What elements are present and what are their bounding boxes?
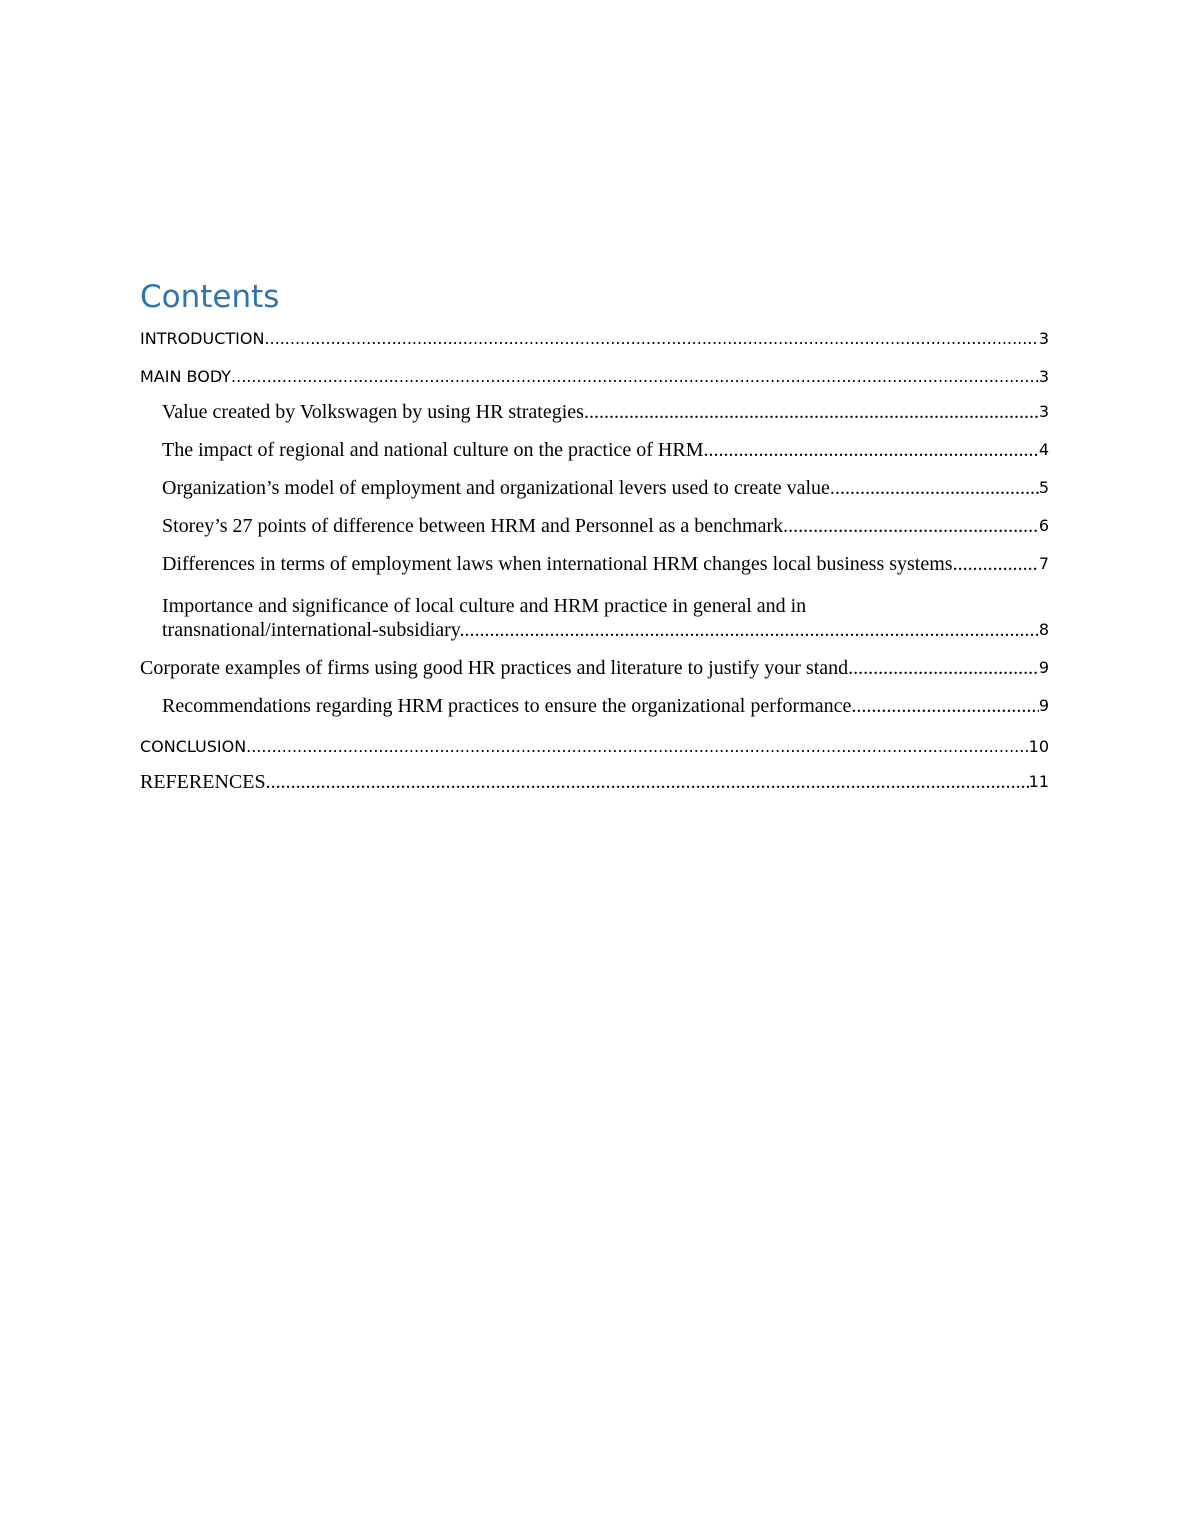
toc-leader xyxy=(851,694,1038,718)
toc-entry-label: Recommendations regarding HRM practices to ensure the organizational performance xyxy=(162,695,852,717)
toc-page-number: 9 xyxy=(1038,658,1049,677)
toc-entry-label: Differences in terms of employment laws when international HRM changes local business systems xyxy=(162,553,953,575)
toc-page-number: 5 xyxy=(1038,478,1049,497)
toc-entry-label: Corporate examples of firms using good HR practices and literature to justify your stand. xyxy=(140,657,854,679)
toc-leader xyxy=(246,738,1028,756)
toc-leader xyxy=(264,330,1038,348)
toc-entry-label: CONCLUSION xyxy=(140,737,247,756)
toc-page-number: 11 xyxy=(1028,772,1049,791)
toc-page-number: 4 xyxy=(1038,440,1049,459)
toc-leader xyxy=(835,476,1039,500)
toc-entry-last-line xyxy=(162,618,1049,642)
toc-entry-label: MAIN BODY xyxy=(140,367,232,386)
toc-entry-employment-laws[interactable] xyxy=(140,538,1049,576)
toc-leader xyxy=(584,400,1039,424)
toc-entry-regional-culture[interactable] xyxy=(140,424,1049,462)
toc-entry-references[interactable] xyxy=(140,756,1049,794)
toc-entry-label: INTRODUCTION xyxy=(140,329,265,348)
toc-page-number: 9 xyxy=(1038,696,1049,715)
toc-entry-introduction[interactable] xyxy=(140,318,1049,348)
toc-page-number: 3 xyxy=(1038,329,1049,348)
toc-leader xyxy=(853,656,1039,680)
toc-entry-main-body[interactable] xyxy=(140,348,1049,386)
toc-entry-label: Organization’s model of employment and organizational levers used to create value. xyxy=(162,477,835,499)
toc-entry-corporate-examples[interactable] xyxy=(140,642,1049,680)
toc-leader xyxy=(953,552,1039,576)
toc-entry-label: The impact of regional and national culture on the practice of HRM xyxy=(162,439,704,461)
toc-entry-wrapped-label xyxy=(162,594,1049,642)
toc-leader xyxy=(703,438,1038,462)
toc-entry-storey-points[interactable] xyxy=(140,500,1049,538)
toc-entry-label: REFERENCES xyxy=(140,771,266,793)
toc-page-number: 10 xyxy=(1028,737,1049,756)
toc-leader xyxy=(231,368,1039,386)
toc-entry-local-culture[interactable] xyxy=(140,576,1049,642)
toc-page-number: 8 xyxy=(1038,620,1049,639)
toc-entry-value-created[interactable] xyxy=(140,386,1049,424)
toc-title: Contents xyxy=(140,279,280,315)
table-of-contents xyxy=(140,276,1049,794)
toc-entry-label: Value created by Volkswagen by using HR strategies xyxy=(162,401,584,423)
toc-page-number: 6 xyxy=(1038,516,1049,535)
toc-page-number: 3 xyxy=(1038,367,1049,386)
toc-leader xyxy=(266,770,1029,794)
toc-leader xyxy=(783,514,1039,538)
toc-entry-label: Storey’s 27 points of difference between HRM and Personnel as a benchmark xyxy=(162,515,784,537)
toc-page-number: 7 xyxy=(1038,554,1049,573)
toc-entry-label-line2: transnational/international-subsidiary. xyxy=(162,619,465,641)
toc-entry-conclusion[interactable] xyxy=(140,718,1049,756)
toc-entry-label-line1: Importance and significance of local culture and HRM practice in general and in xyxy=(162,595,807,617)
toc-page-number: 3 xyxy=(1038,402,1049,421)
toc-entry-employment-model[interactable] xyxy=(140,462,1049,500)
toc-leader xyxy=(465,618,1039,642)
toc-entry-recommendations[interactable] xyxy=(140,680,1049,718)
